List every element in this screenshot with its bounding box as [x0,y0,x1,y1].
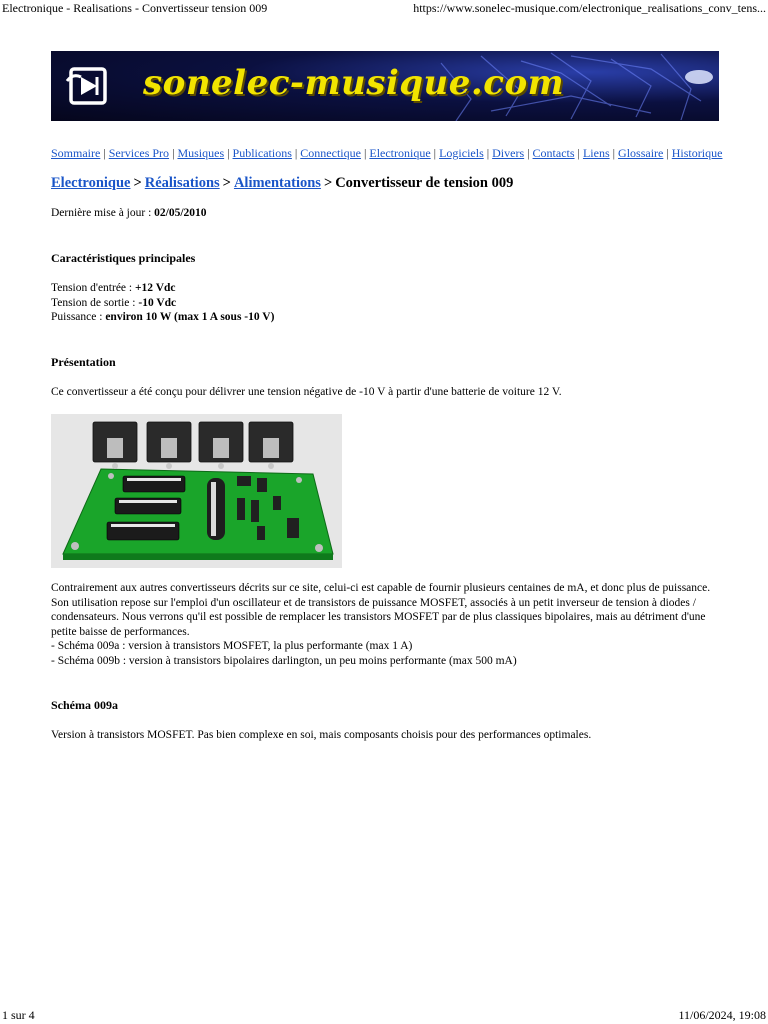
spec-value: environ 10 W (max 1 A sous -10 V) [105,311,275,323]
breadcrumb-link-alimentations[interactable]: Alimentations [233,175,321,191]
breadcrumb-link-electronique[interactable]: Electronique [51,175,131,191]
breadcrumb-link-realisations[interactable]: Réalisations [144,175,220,191]
nav-separator: | [172,146,175,160]
site-name: sonelec-musique.com [143,63,565,103]
spec-value: -10 Vdc [138,296,177,309]
breadcrumb [51,175,513,192]
presentation-heading: Présentation [51,355,116,369]
nav-link-musiques[interactable]: Musiques [177,146,225,160]
nav-separator: | [363,146,367,160]
schema-text: Version à transistors MOSFET. Pas bien complexe en soi, mais composants choisis pour des performances optimales. [51,729,592,741]
nav-link-divers[interactable]: Divers [492,146,525,160]
nav-link-logiciels[interactable]: Logiciels [439,146,484,160]
nav-separator: | [294,146,298,160]
nav-link-publications[interactable]: Publications [232,146,292,160]
last-update [51,206,207,221]
nav-link-electronique[interactable]: Electronique [369,146,431,160]
spec-value: +12 Vdc [134,282,176,294]
print-datetime: 11/06/2024, 19:08 [678,1008,766,1022]
last-update-label: Dernière mise à jour : [51,207,155,219]
spec-label: Tension de sortie : [51,296,139,309]
print-page-number: 1 sur 4 [2,1008,35,1022]
nav-separator: | [527,146,530,160]
nav-separator: | [103,146,106,160]
spec-label: Puissance : [51,311,106,323]
site-banner[interactable] [51,51,719,121]
print-url: https://www.sonelec-musique.com/electronique_realisations_conv_tens... [413,1,766,15]
main-nav [51,146,722,161]
last-update-date: 02/05/2010 [154,207,207,219]
specs-heading: Caractéristiques principales [51,251,196,265]
nav-link-historique[interactable]: Historique [671,146,723,160]
spec-row [51,310,274,325]
nav-link-glossaire[interactable]: Glossaire [618,146,664,160]
nav-separator: | [433,146,437,160]
nav-separator: | [612,146,616,160]
spec-row [51,296,176,311]
breadcrumb-separator: > [323,175,333,191]
presentation-body: Contrairement aux autres convertisseurs décrits sur ce site, celui-ci est capable de fournir plusieurs centaines de mA, et donc plus de puissance. Son utilisation repose sur l'emploi d'un oscillateur et de transistors de puissance MOSFET, associés à un petit inverseur de tension à diodes / condensateurs. Nous verrons qu'il est possible de remplacer les transistors MOSFET par de plus classiques bipolaires, mais au détriment d'une petite baisse de performances. [51,582,711,638]
page-title: Convertisseur de tension 009 [335,175,514,191]
logo-icon [67,69,105,103]
pcb-photo [51,414,342,568]
nav-separator: | [227,146,230,160]
breadcrumb-separator: > [133,175,142,191]
nav-link-liens[interactable]: Liens [582,146,610,160]
spec-label: Tension d'entrée : [51,282,135,294]
nav-link-contacts[interactable]: Contacts [532,146,575,160]
nav-link-connectique[interactable]: Connectique [300,146,361,160]
breadcrumb-separator: > [222,175,231,191]
print-footer [0,1008,768,1024]
print-title: Electronique - Realisations - Convertisseur tension 009 [2,1,268,15]
nav-separator: | [666,146,669,160]
nav-separator: | [577,146,580,160]
nav-separator: | [486,146,490,160]
nav-link-services-pro[interactable]: Services Pro [108,146,170,160]
bullet-item: - Schéma 009a : version à transistors MOSFET, la plus performante (max 1 A) [51,640,413,652]
print-header [0,0,768,17]
presentation-intro: Ce convertisseur a été conçu pour délivrer une tension négative de -10 V à partir d'une batterie de voiture 12 V. [51,386,562,398]
schema-heading: Schéma 009a [51,698,118,712]
nav-link-sommaire[interactable]: Sommaire [51,146,101,160]
spec-row [51,281,176,296]
bullet-item: - Schéma 009b : version à transistors bipolaires darlington, un peu moins performante (max 500 mA) [51,654,517,667]
